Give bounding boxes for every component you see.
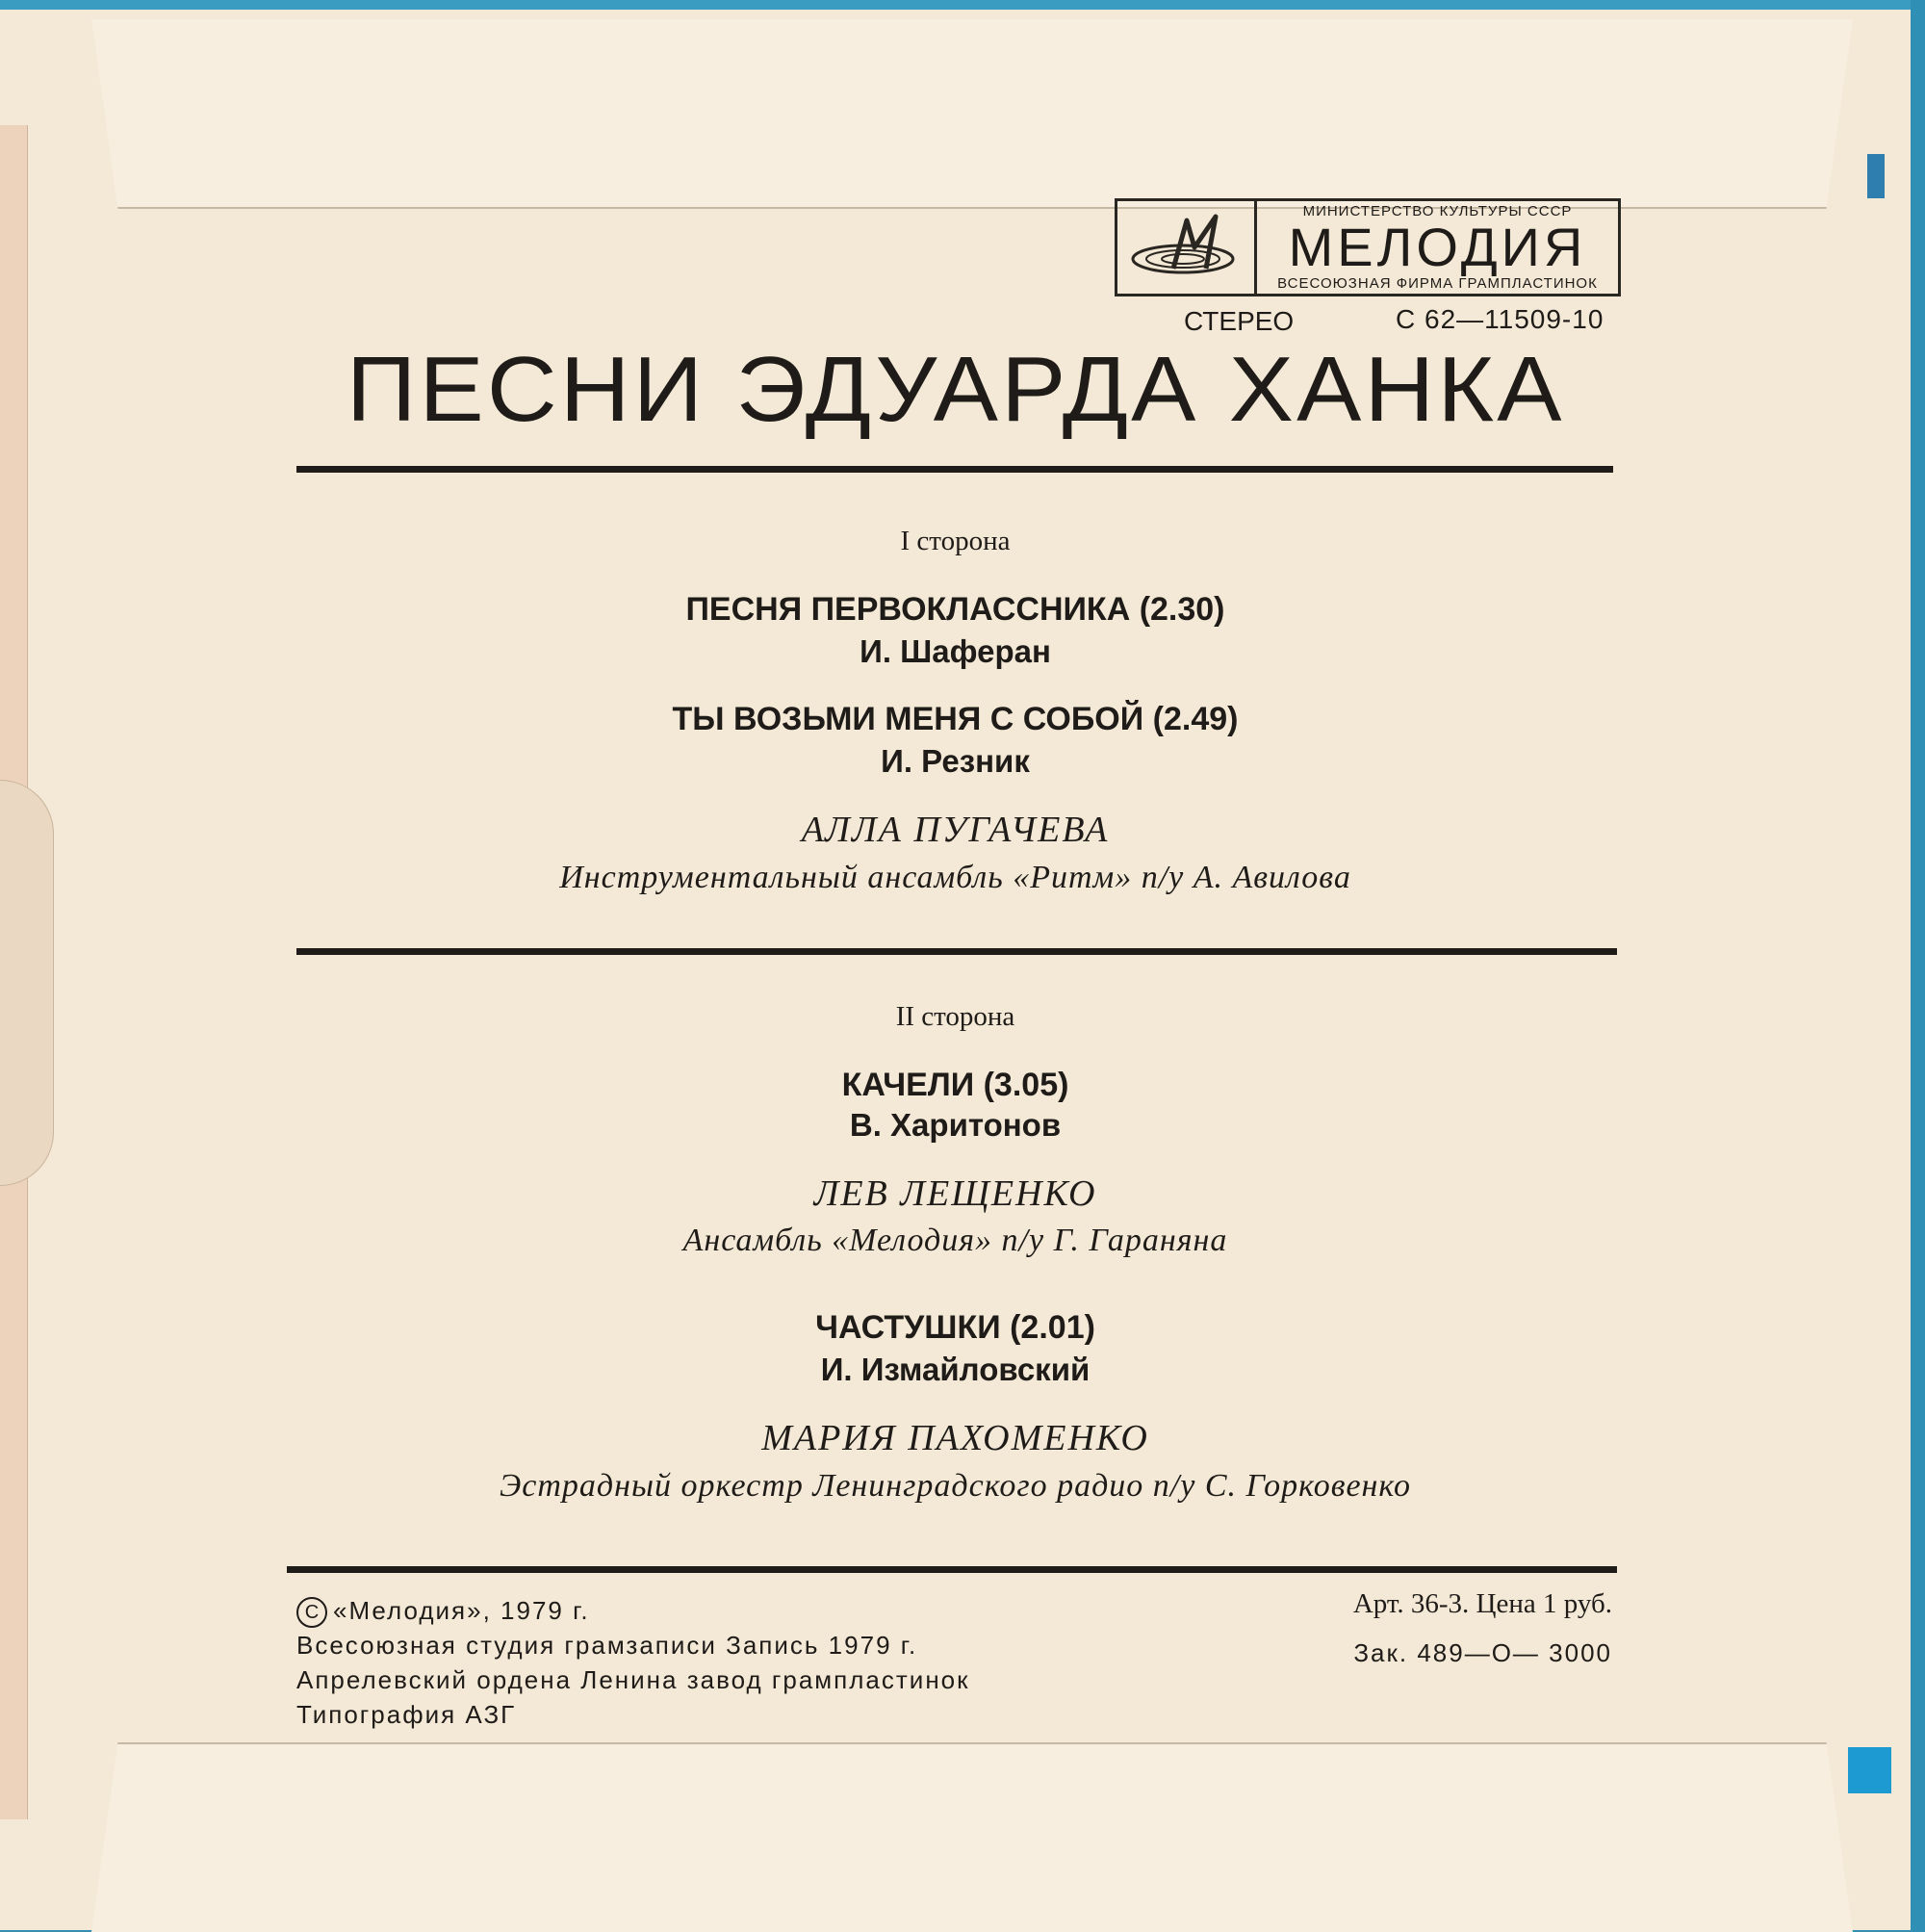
copyright-line <box>296 1593 970 1628</box>
side2-ensemble: Эстрадный оркестр Ленинградского радио п/у С. Горковенко <box>499 1468 1412 1504</box>
track-title: ПЕСНЯ ПЕРВОКЛАССНИКА (2.30) <box>685 591 1225 628</box>
logo-brand: МЕЛОДИЯ <box>1288 217 1587 277</box>
bottom-flap <box>91 1742 1853 1932</box>
side1-artist: АЛЛА ПУГАЧЕВА <box>801 810 1110 850</box>
studio-line: Всесоюзная студия грамзаписи Запись 1979 г. <box>296 1631 918 1661</box>
price-line: Арт. 36-3. Цена 1 руб. <box>1352 1588 1612 1619</box>
album-title <box>0 337 1911 443</box>
track-title: ЧАСТУШКИ (2.01) <box>815 1309 1095 1346</box>
logo-firm: ВСЕСОЮЗНАЯ ФИРМА ГРАМПЛАСТИНОК <box>1277 275 1598 292</box>
format-label: СТЕРЕО <box>1184 306 1295 336</box>
melodiya-emblem-icon <box>1117 201 1257 294</box>
side2-artist: МАРИЯ ПАХОМЕНКО <box>761 1418 1149 1458</box>
logo-text <box>1257 201 1618 294</box>
side2-artist: ЛЕВ ЛЕЩЕНКО <box>813 1173 1097 1214</box>
catalog-number: С 62—11509-10 <box>1396 304 1604 334</box>
credits-block <box>296 1593 970 1732</box>
side1-ensemble: Инструментальный ансамбль «Ритм» п/у А. Авилова <box>559 860 1351 895</box>
track-author: В. Харитонов <box>849 1107 1062 1143</box>
side2-label: II сторона <box>895 1001 1015 1032</box>
track-title: ТЫ ВОЗЬМИ МЕНЯ С СОБОЙ (2.49) <box>672 701 1239 737</box>
copyright-icon: C <box>296 1597 327 1628</box>
order-line: Зак. 489—О— 3000 <box>1353 1638 1612 1667</box>
divider-bottom <box>287 1566 1617 1573</box>
copyright-text: «Мелодия», 1979 г. <box>333 1596 590 1625</box>
track-title: КАЧЕЛИ (3.05) <box>841 1067 1069 1103</box>
printing-line: Типография АЗГ <box>296 1700 517 1730</box>
logo-ministry: МИНИСТЕРСТВО КУЛЬТУРЫ СССР <box>1302 203 1573 219</box>
track-author: И. Измайловский <box>820 1352 1091 1387</box>
side2-ensemble: Ансамбль «Мелодия» п/у Г. Гараняна <box>682 1223 1228 1258</box>
melodiya-logo <box>1115 198 1621 296</box>
blue-tab-bottom <box>1848 1747 1891 1793</box>
divider-middle <box>296 948 1617 955</box>
plant-line: Апрелевский ордена Ленина завод грампластинок <box>296 1665 970 1695</box>
album-title-text: ПЕСНИ ЭДУАРДА ХАНКА <box>346 338 1565 441</box>
track-author: И. Резник <box>881 743 1030 779</box>
top-flap <box>91 19 1853 209</box>
divider-top <box>296 466 1613 473</box>
blue-tab-top <box>1867 154 1885 198</box>
side1-label: I сторона <box>900 526 1011 556</box>
track-author: И. Шаферан <box>860 633 1051 669</box>
